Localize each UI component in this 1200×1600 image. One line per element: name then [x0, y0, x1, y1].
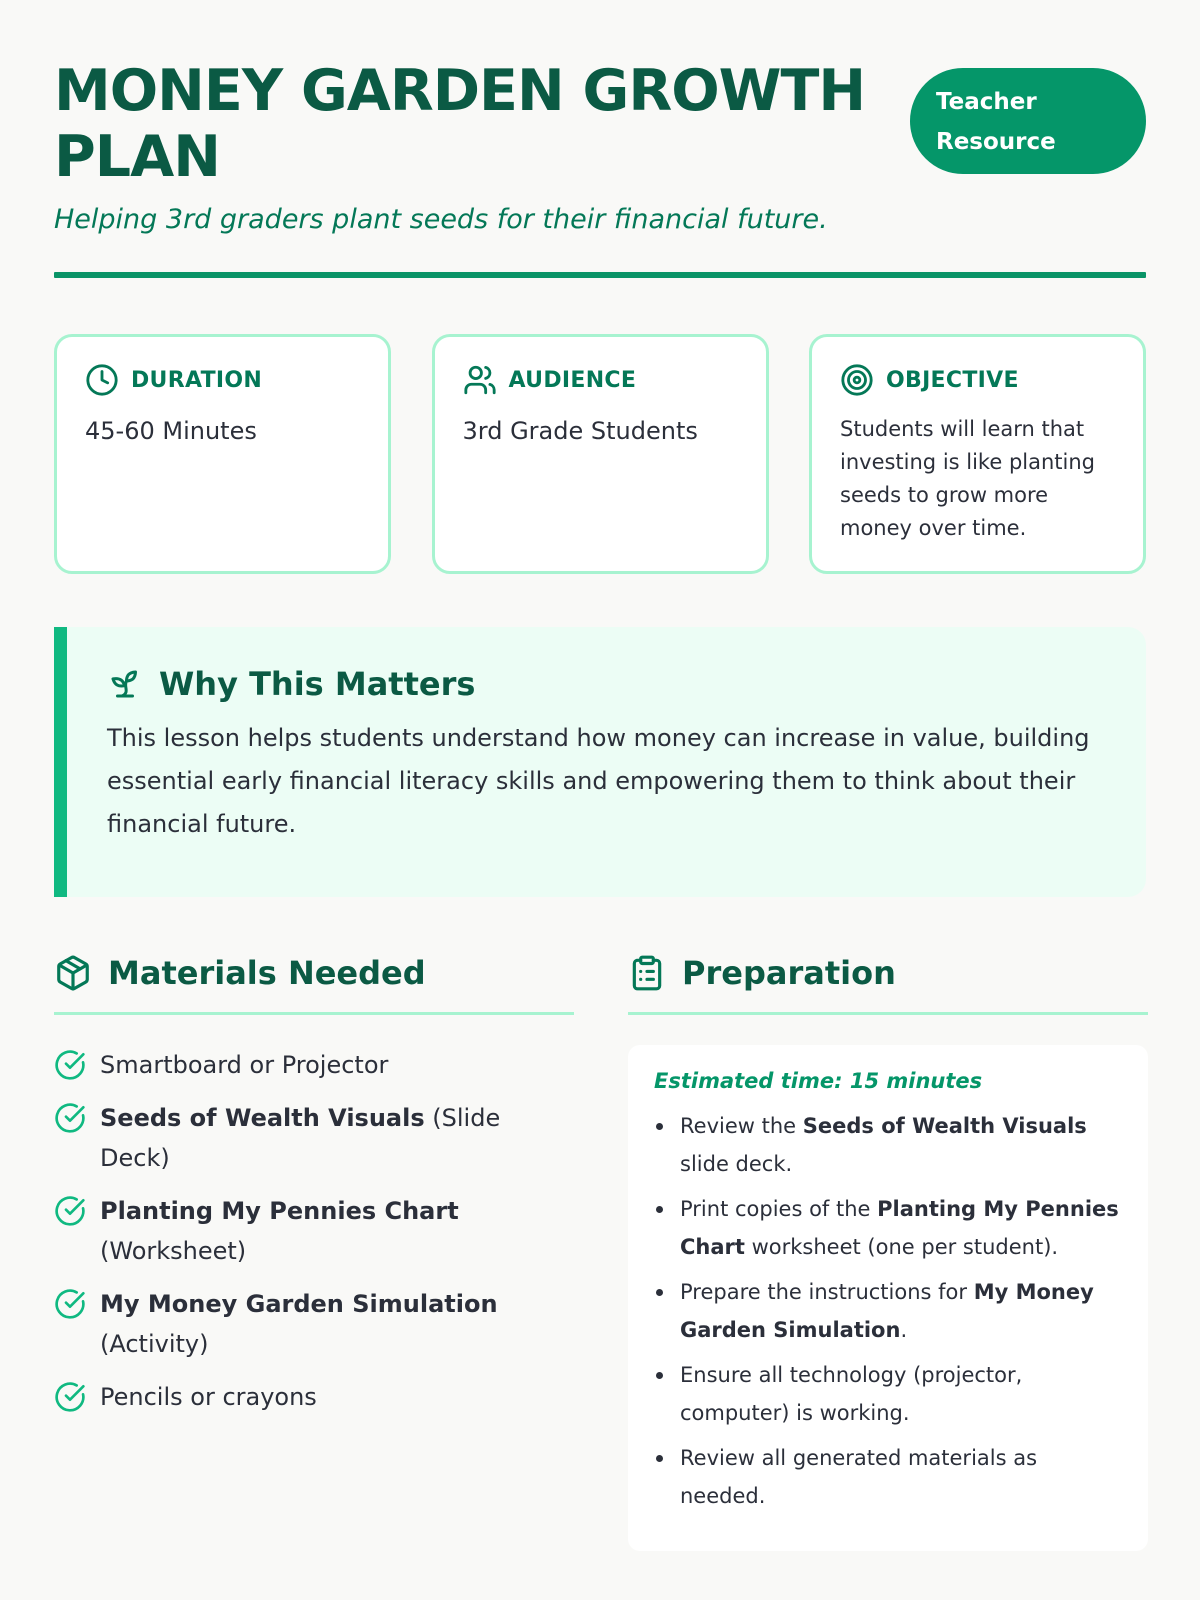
sprout-icon	[107, 666, 143, 702]
material-bold: Planting My Pennies Chart	[100, 1197, 459, 1225]
prep-text-after: slide deck.	[680, 1152, 793, 1176]
material-text	[100, 1284, 574, 1364]
list-item	[654, 1190, 1124, 1266]
preparation-divider	[628, 1012, 1148, 1015]
materials-section	[54, 946, 574, 1430]
why-this-matters-section	[54, 627, 1146, 897]
prep-bold: My Money Garden Simulation	[680, 1280, 1094, 1342]
header-divider	[54, 272, 1146, 278]
page-title: MONEY GARDEN GROWTH PLAN	[54, 58, 866, 190]
prep-text: Review the	[680, 1114, 803, 1138]
clipboard-icon	[628, 954, 666, 992]
preparation-box	[628, 1045, 1148, 1551]
material-text	[100, 1045, 388, 1085]
audience-card	[432, 334, 769, 574]
header	[54, 52, 1146, 190]
why-title: Why This Matters	[159, 665, 476, 703]
box-icon	[54, 954, 92, 992]
materials-list	[54, 1045, 574, 1417]
material-plain: Pencils or crayons	[100, 1383, 317, 1411]
teacher-resource-badge: Teacher Resource	[910, 68, 1146, 174]
check-circle-icon	[54, 1288, 86, 1320]
list-item	[654, 1356, 1124, 1432]
objective-label: OBJECTIVE	[886, 367, 1019, 393]
prep-bold: Seeds of Wealth Visuals	[802, 1114, 1087, 1138]
list-item	[54, 1045, 574, 1085]
why-text: This lesson helps students understand how money can increase in value, building essential early financial literacy skills and empowering them to think about their financial future.	[107, 724, 1090, 838]
clock-icon	[85, 363, 119, 397]
list-item	[654, 1107, 1124, 1183]
prep-text-after: worksheet (one per student).	[744, 1235, 1059, 1259]
material-text	[100, 1191, 574, 1271]
list-item	[654, 1439, 1124, 1515]
objective-card	[809, 334, 1146, 574]
list-item	[54, 1377, 574, 1417]
check-circle-icon	[54, 1381, 86, 1413]
check-circle-icon	[54, 1049, 86, 1081]
duration-value: 45-60 Minutes	[85, 417, 257, 445]
users-icon	[463, 363, 497, 397]
list-item	[654, 1273, 1124, 1349]
list-item	[54, 1191, 574, 1271]
material-plain: (Slide Deck)	[100, 1104, 501, 1172]
check-circle-icon	[54, 1195, 86, 1227]
objective-value: Students will learn that investing is like planting seeds to grow more money over time.	[840, 417, 1095, 540]
duration-label: DURATION	[131, 367, 263, 393]
check-circle-icon	[54, 1102, 86, 1134]
audience-label: AUDIENCE	[508, 367, 637, 393]
list-item	[54, 1284, 574, 1364]
audience-value: 3rd Grade Students	[462, 417, 698, 445]
prep-text-after: .	[900, 1318, 908, 1342]
preparation-title: Preparation	[682, 954, 896, 992]
material-plain: Smartboard or Projector	[100, 1051, 389, 1079]
page-subtitle: Helping 3rd graders plant seeds for their financial future.	[54, 204, 828, 235]
info-cards	[54, 334, 1146, 574]
material-bold: My Money Garden Simulation	[100, 1290, 498, 1318]
prep-text: Ensure all technology (projector, computer) is working.	[680, 1363, 1023, 1425]
list-item	[54, 1098, 574, 1178]
material-text	[100, 1377, 317, 1417]
material-bold: Seeds of Wealth Visuals	[100, 1104, 425, 1132]
prep-text: Review all generated materials as needed.	[680, 1446, 1038, 1508]
duration-card	[54, 334, 391, 574]
material-plain: (Activity)	[100, 1330, 209, 1358]
materials-title: Materials Needed	[108, 954, 426, 992]
material-plain: (Worksheet)	[100, 1237, 247, 1265]
prep-bold: Planting My Pennies Chart	[680, 1197, 1119, 1259]
preparation-section	[628, 946, 1148, 1551]
preparation-list	[654, 1107, 1124, 1515]
prep-text: Print copies of the	[680, 1197, 878, 1221]
prep-text: Prepare the instructions for	[680, 1280, 974, 1304]
material-text	[100, 1098, 574, 1178]
target-icon	[840, 363, 874, 397]
materials-divider	[54, 1012, 574, 1015]
estimated-time: Estimated time: 15 minutes	[654, 1069, 983, 1093]
